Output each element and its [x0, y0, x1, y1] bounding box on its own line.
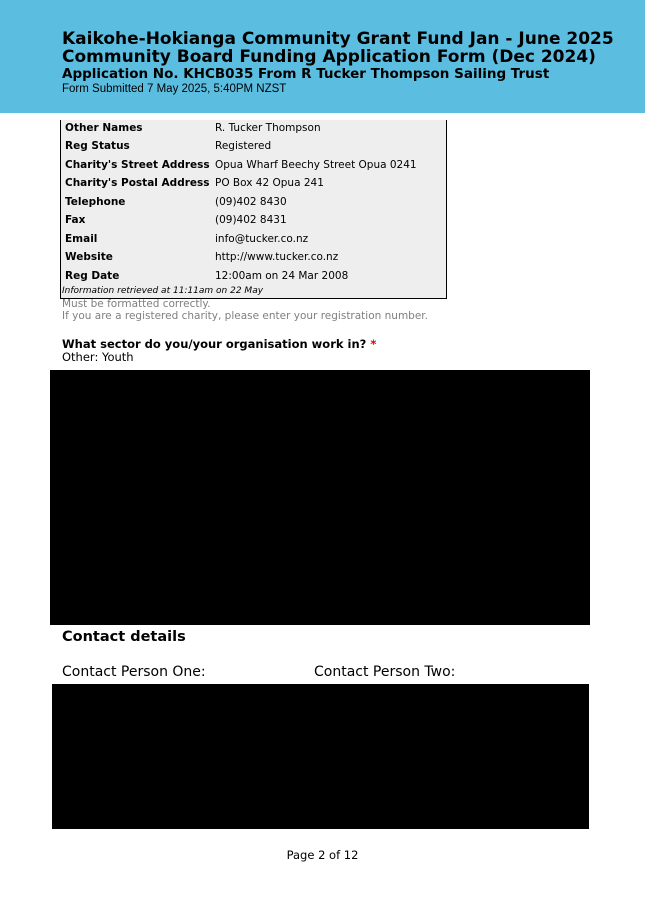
contact-details-heading: Contact details [62, 629, 186, 645]
info-label: Other Names [65, 122, 143, 134]
info-row-telephone [61, 195, 446, 213]
application-number: Application No. KHCB035 From R Tucker Thompson Sailing Trust [62, 66, 550, 82]
info-label: Charity's Postal Address [65, 177, 210, 189]
info-row-street-address [61, 158, 446, 176]
info-row-website [61, 250, 446, 268]
page-number: Page 2 of 12 [286, 848, 359, 862]
sector-question-text: What sector do you/your organisation work in? [62, 337, 367, 351]
format-hint: Must be formatted correctly. [62, 298, 211, 310]
info-value: R. Tucker Thompson [215, 122, 321, 134]
page-header [0, 0, 645, 113]
info-label: Website [65, 251, 113, 263]
contact-person-two-heading: Contact Person Two: [314, 664, 456, 680]
info-row-other-names [61, 121, 446, 139]
info-row-postal-address [61, 176, 446, 194]
info-row-email [61, 232, 446, 250]
info-value: PO Box 42 Opua 241 [215, 177, 324, 189]
redacted-contact-block [52, 684, 589, 829]
sector-answer: Other: Youth [62, 350, 134, 364]
required-marker: * [370, 337, 377, 351]
info-value: (09)402 8431 [215, 214, 287, 226]
info-row-reg-date [61, 269, 446, 287]
redacted-block [50, 370, 590, 625]
form-title-line2: Community Board Funding Application Form (Dec 2024) [62, 47, 596, 67]
submission-date: Form Submitted 7 May 2025, 5:40PM NZST [62, 83, 287, 95]
info-label: Reg Status [65, 140, 130, 152]
info-row-reg-status [61, 139, 446, 157]
info-value: 12:00am on 24 Mar 2008 [215, 270, 349, 282]
info-value: Opua Wharf Beechy Street Opua 0241 [215, 159, 417, 171]
info-label: Fax [65, 214, 86, 226]
charity-info-table [60, 120, 447, 299]
registration-hint: If you are a registered charity, please enter your registration number. [62, 310, 428, 322]
info-label: Reg Date [65, 270, 120, 282]
info-value: Registered [215, 140, 272, 152]
info-value: http://www.tucker.co.nz [215, 251, 339, 263]
sector-question [62, 337, 376, 351]
info-label: Telephone [65, 196, 126, 208]
info-value: info@tucker.co.nz [215, 233, 309, 245]
info-row-fax [61, 213, 446, 231]
info-retrieved-note: Information retrieved at 11:11am on 22 May [62, 286, 264, 296]
form-title-line1: Kaikohe-Hokianga Community Grant Fund Jan - June 2025 [62, 29, 614, 49]
contact-person-one-heading: Contact Person One: [62, 664, 206, 680]
info-label: Email [65, 233, 98, 245]
info-label: Charity's Street Address [65, 159, 210, 171]
info-value: (09)402 8430 [215, 196, 287, 208]
